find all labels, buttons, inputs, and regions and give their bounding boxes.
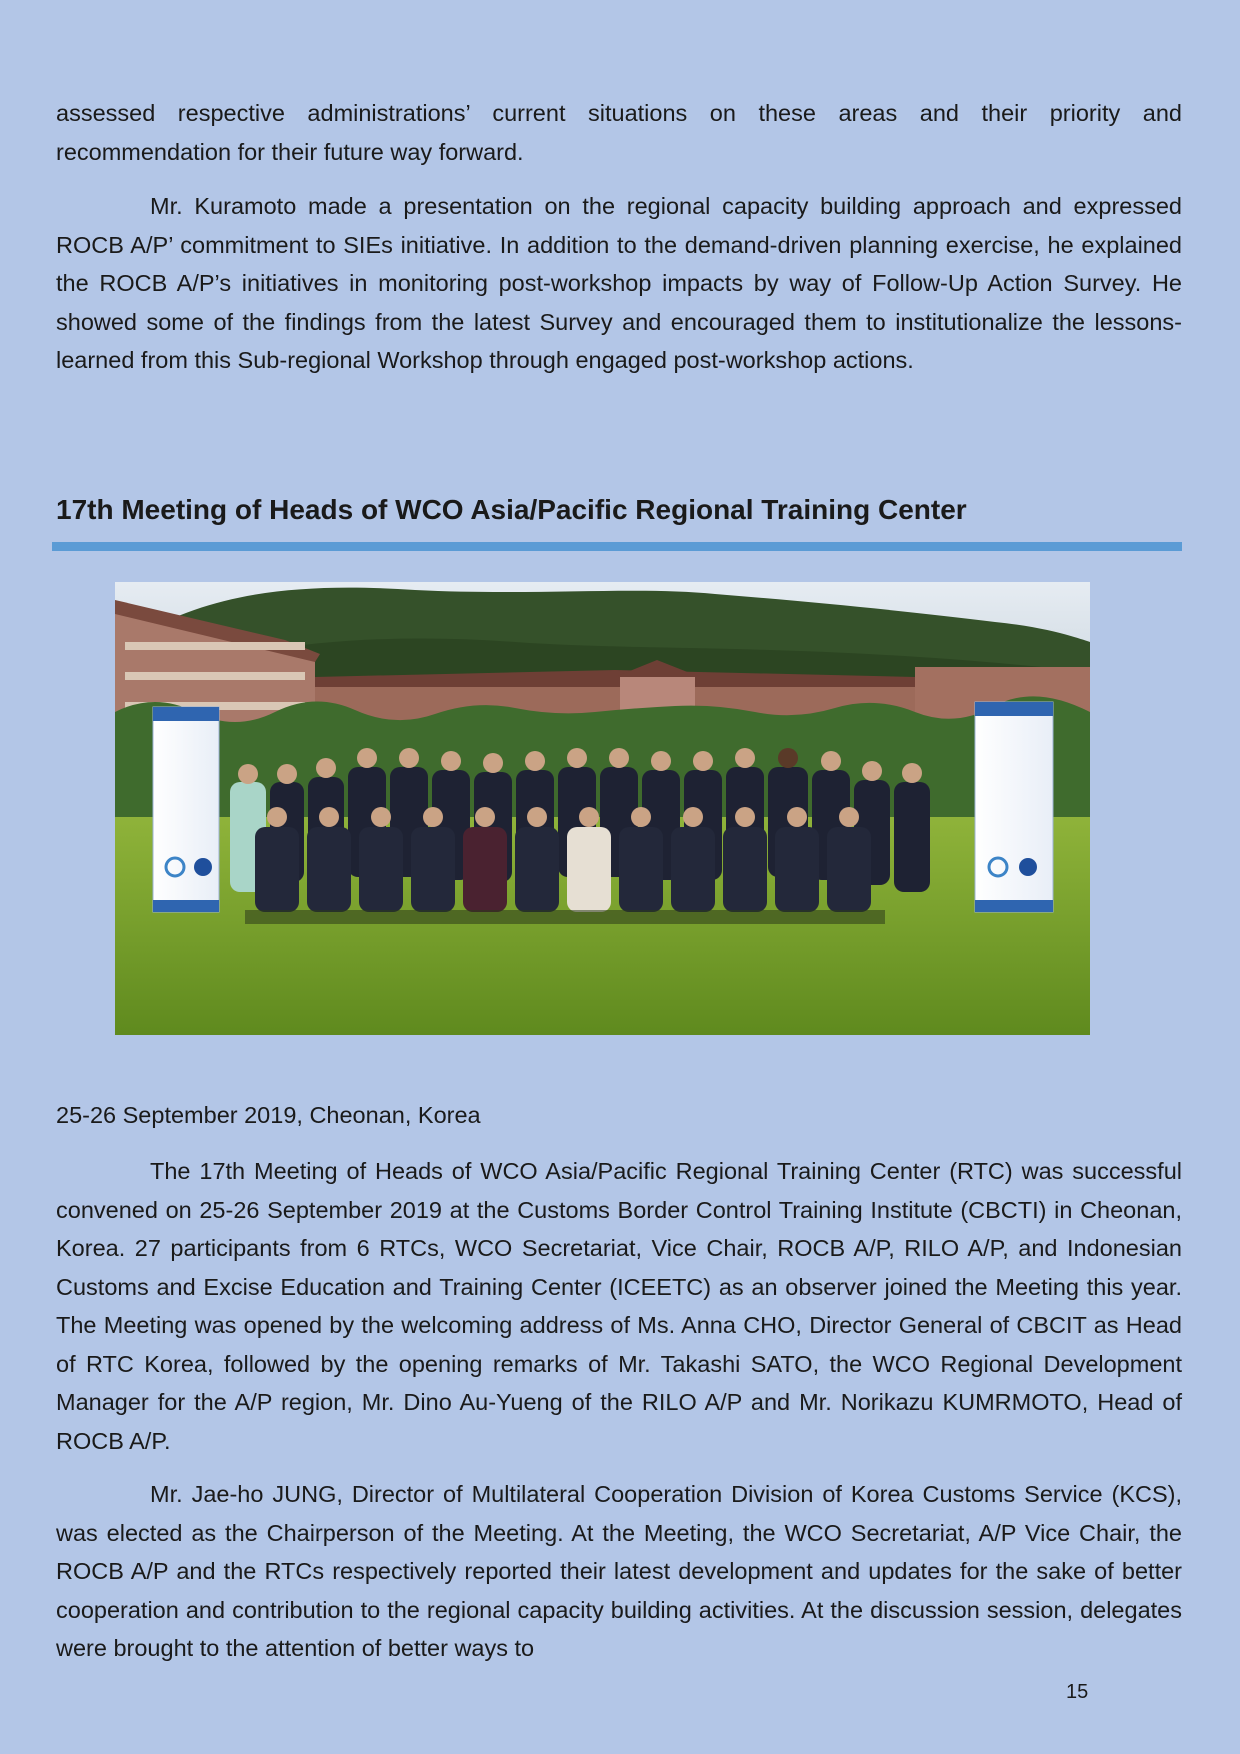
paragraph-meeting-summary: The 17th Meeting of Heads of WCO Asia/Pacific Regional Training Center (RTC) was successful convened on 25-26 September 2019 at the Customs Border Control Training Institute (CBCTI) in Cheonan, Korea. 27 participants from 6 RTCs, WCO Secretariat, Vice Chair, ROCB A/P, RILO A/P, and Indonesian Customs and Excise Education and Training Center (ICEETC) as an observer joined the Meeting this year. The Meeting was opened by the welcoming address of Ms. Anna CHO, Director General of CBCIT as Head of RTC Korea, followed by the opening remarks of Mr. Takashi SATO, the WCO Regional Development Manager for the A/P region, Mr. Dino Au-Yueng of the RILO A/P and Mr. Norikazu KUMRMOTO, Head of ROCB A/P. xyxy=(56,1158,1182,1454)
date-location-line: 25-26 September 2019, Cheonan, Korea xyxy=(56,1102,481,1128)
paragraph-chairperson: Mr. Jae-ho JUNG, Director of Multilateral Cooperation Division of Korea Customs Service (KCS), was elected as the Chairperson of the Meeting. At the Meeting, the WCO Secretariat, A/P Vice Chair, the ROCB A/P and the RTCs respectively reported their latest development and updates for the sake of better cooperation and contribution to the regional capacity building activities. At the discussion session, delegates were brought to the attention of better ways to xyxy=(56,1481,1182,1661)
group-photo xyxy=(115,582,1090,1035)
section-title: 17th Meeting of Heads of WCO Asia/Pacific Regional Training Center xyxy=(56,494,967,525)
page-number: 15 xyxy=(1066,1681,1089,1703)
paragraph-continued: assessed respective administrations’ current situations on these areas and their priority and recommendation for their future way forward. xyxy=(56,100,1182,165)
paragraph-kuramoto-presentation: Mr. Kuramoto made a presentation on the regional capacity building approach and expressed ROCB A/P’ commitment to SIEs initiative. In addition to the demand-driven planning exercise, he explained the ROCB A/P’s initiatives in monitoring post-workshop impacts by way of Follow-Up Action Survey. He showed some of the findings from the latest Survey and encouraged them to institutionalize the lessons-learned from this Sub-regional Workshop through engaged post-workshop actions. xyxy=(56,193,1182,373)
section-title-rule xyxy=(52,542,1182,551)
